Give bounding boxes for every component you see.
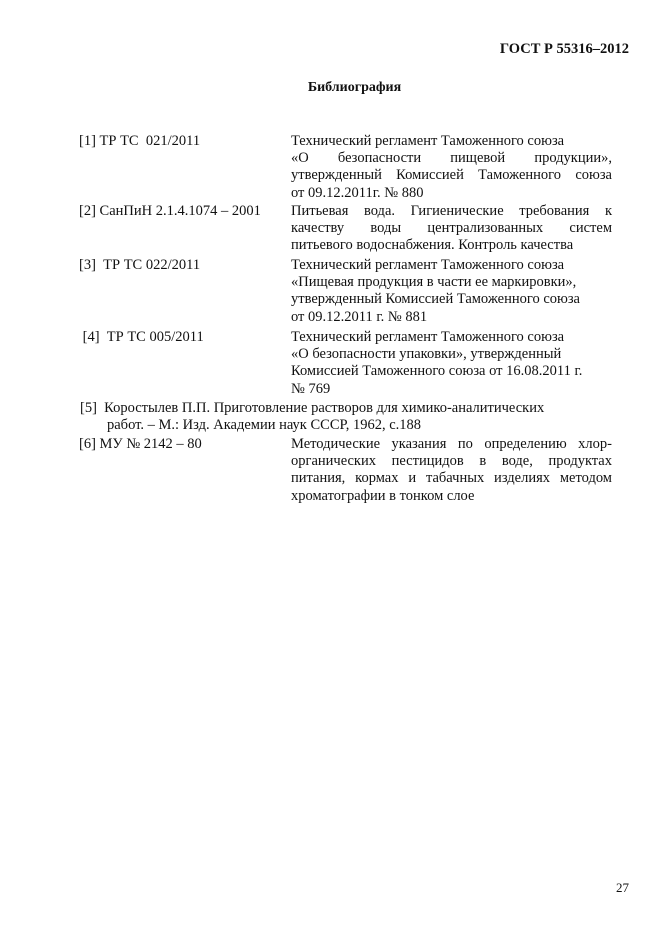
reference-description: [291, 329, 612, 398]
reference-description: [291, 257, 612, 326]
reference-description: [291, 133, 612, 202]
reference-line: Технический регламент Таможенного союза: [291, 329, 565, 345]
reference-line: от 09.12.2011г. № 880: [291, 184, 424, 201]
reference-code: [1] ТР ТС 021/2011: [79, 133, 201, 149]
reference-line: Питьевая вода. Гигиенические требования к: [291, 203, 612, 219]
reference-line: утвержденный Комиссией Таможенного союза: [291, 167, 612, 184]
reference-code: [3] ТР ТС 022/2011: [79, 257, 201, 273]
reference-line: питьевого водоснабжения. Контроль качества: [291, 237, 574, 254]
reference-code: [6] МУ № 2142 – 80: [79, 436, 202, 452]
page-title: Библиография: [307, 80, 402, 95]
reference-line: питания, кормах и табачных изделиях методом: [291, 470, 612, 487]
reference-line: № 769: [291, 380, 331, 397]
reference-line: качеству воды централизованных систем: [291, 220, 612, 237]
reference-code: [2] СанПиН 2.1.4.1074 – 2001: [79, 203, 261, 219]
reference-line: Комиссией Таможенного союза от 16.08.2011 г.: [291, 363, 583, 380]
reference-item-5: [80, 400, 613, 434]
document-header-standard: ГОСТ Р 55316–2012: [499, 41, 629, 57]
reference-line: Технический регламент Таможенного союза: [291, 133, 565, 149]
reference-code: [4] ТР ТС 005/2011: [79, 329, 204, 345]
reference-line: от 09.12.2011 г. № 881: [291, 308, 428, 325]
reference-description: [291, 436, 612, 505]
reference-line: «О безопасности упаковки», утвержденный: [291, 346, 562, 363]
reference-description: [291, 203, 612, 255]
page-number: 27: [616, 880, 629, 895]
reference-line: «О безопасности пищевой продукции»,: [291, 150, 612, 167]
reference-line: утвержденный Комиссией Таможенного союза: [291, 291, 580, 308]
reference-line: работ. – М.: Изд. Академии наук СССР, 1962, с.188: [107, 417, 422, 434]
reference-line: Методические указания по определению хлор-: [291, 436, 612, 452]
reference-line: «Пищевая продукция в части ее маркировки»,: [291, 274, 577, 291]
reference-line: Технический регламент Таможенного союза: [291, 257, 565, 273]
reference-line: органических пестицидов в воде, продуктах: [291, 453, 612, 470]
reference-line: [5] Коростылев П.П. Приготовление растворов для химико-аналитических: [80, 400, 545, 416]
reference-line: хроматографии в тонком слое: [291, 487, 475, 504]
